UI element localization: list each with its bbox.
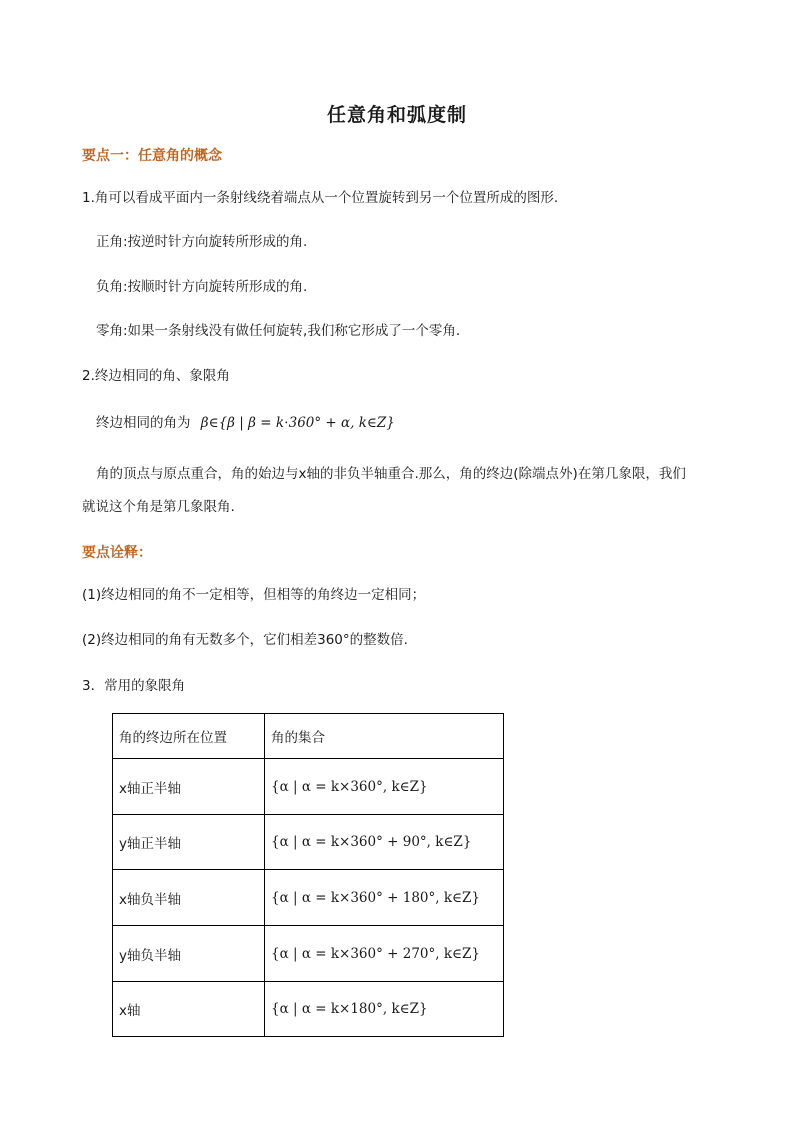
note-item-2: (2)终边相同的角有无数多个，它们相差360°的整数倍. <box>82 632 408 648</box>
table-header-cell: 角的终边所在位置 <box>113 714 265 759</box>
table-row <box>113 982 504 1037</box>
paragraph-zero-angle: 零角:如果一条射线没有做任何旋转,我们称它形成了一个零角. <box>96 323 461 339</box>
quadrant-line-1: 角的顶点与原点重合，角的始边与x轴的非负半轴重合.那么，角的终边(除端点外)在第几象限，我们 <box>96 466 686 482</box>
paragraph-positive-angle: 正角:按逆时针方向旋转所形成的角. <box>96 234 308 250</box>
table-row <box>113 759 504 815</box>
note-item-1: (1)终边相同的角不一定相等，但相等的角终边一定相同； <box>82 587 426 603</box>
table-cell-position: y轴正半轴 <box>113 815 265 870</box>
section-heading-same-terminal: 2.终边相同的角、象限角 <box>82 368 230 384</box>
table-header-row <box>113 714 504 759</box>
section-heading-notes: 要点诠释： <box>82 545 152 561</box>
paragraph-angle-definition: 1.角可以看成平面内一条射线绕着端点从一个位置旋转到另一个位置所成的图形. <box>82 190 559 206</box>
table-cell-set: {α | α = k×360° + 90°, k∈Z} <box>265 815 504 870</box>
section-heading-common-quadrant: 3．常用的象限角 <box>82 678 186 694</box>
table-cell-position: x轴正半轴 <box>113 759 265 815</box>
paragraph-quadrant-angle <box>82 458 722 524</box>
table-cell-position: x轴负半轴 <box>113 870 265 926</box>
table-header-cell: 角的集合 <box>265 714 504 759</box>
same-terminal-prefix: 终边相同的角为 <box>96 415 191 431</box>
table-row <box>113 815 504 870</box>
table-cell-set: {α | α = k×360° + 270°, k∈Z} <box>265 926 504 982</box>
page-title: 任意角和弧度制 <box>326 104 467 126</box>
paragraph-negative-angle: 负角:按顺时针方向旋转所形成的角. <box>96 279 308 295</box>
section-heading-concept: 要点一：任意角的概念 <box>82 148 222 164</box>
paragraph-same-terminal-angle <box>96 413 395 433</box>
table-cell-position: y轴负半轴 <box>113 926 265 982</box>
quadrant-angle-table <box>112 713 504 1037</box>
table-row <box>113 870 504 926</box>
table-cell-set: {α | α = k×360°, k∈Z} <box>265 759 504 815</box>
quadrant-line-2: 就说这个角是第几象限角. <box>82 499 235 515</box>
table-cell-set: {α | α = k×180°, k∈Z} <box>265 982 504 1037</box>
table-row <box>113 926 504 982</box>
table-cell-set: {α | α = k×360° + 180°, k∈Z} <box>265 870 504 926</box>
table-cell-position: x轴 <box>113 982 265 1037</box>
same-terminal-formula: β∈{β | β = k⋅360° + α, k∈Z} <box>200 415 395 431</box>
